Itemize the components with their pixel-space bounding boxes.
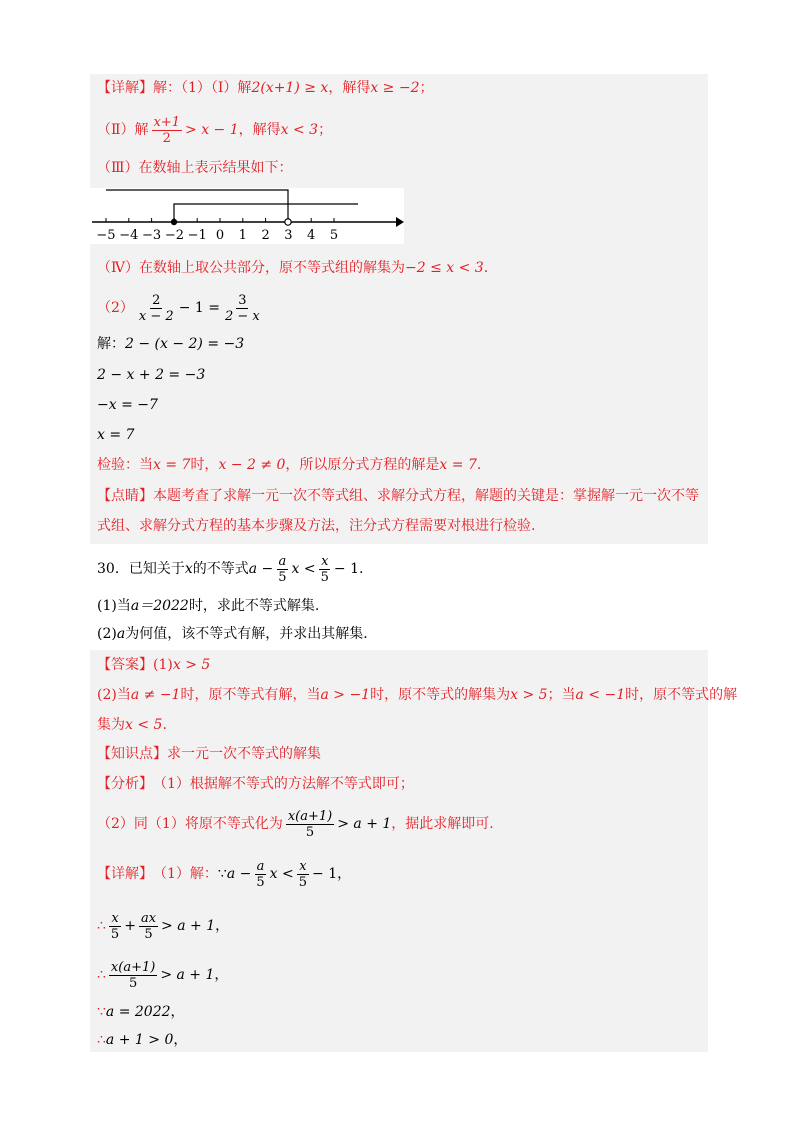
punct: ，: [214, 967, 229, 983]
math-expr: > a + 1: [160, 967, 215, 983]
math-expr: > a + 1: [337, 816, 392, 832]
question-text: 30．已知关于: [97, 561, 185, 577]
detail-tag: 【详解】: [97, 80, 153, 96]
fraction: [286, 809, 334, 840]
axis-tick-label: 4: [307, 228, 316, 243]
fraction-den: 5: [278, 569, 287, 585]
therefore-symbol: ∴: [97, 967, 106, 983]
detail-text: ，解得: [328, 80, 371, 96]
math-expr: a ≠ −1: [130, 687, 181, 703]
punct: ，: [173, 1032, 188, 1048]
math-expr: > a + 1: [161, 918, 216, 934]
solve-step-3: [97, 395, 158, 415]
detail30-line-5: [97, 1030, 187, 1050]
detail-line-2: [97, 112, 332, 148]
solve-step-1: [97, 334, 244, 354]
analysis-tag: 【分析】: [97, 776, 153, 792]
axis-tick-label: −5: [96, 228, 116, 243]
math-expr: x <: [291, 561, 316, 577]
fraction-den: 5: [305, 824, 315, 840]
knowledge-text: 求一元一次不等式的解集: [167, 746, 321, 762]
detail30-line-2: [97, 908, 229, 944]
detail-text: 检验：当: [97, 457, 153, 473]
comment-text: 本题考查了求解一元一次不等式组、求解分式方程，解题的关键是：掌握解一元一次不等: [153, 488, 699, 504]
therefore-symbol: ∴: [97, 1032, 106, 1048]
comment-text: 式组、求解分式方程的基本步骤及方法，注分式方程需要对根进行检验.: [97, 518, 536, 534]
detail-line-3: [97, 158, 293, 178]
axis-tick-label: 2: [261, 228, 270, 243]
math-expr: x > 5: [510, 687, 548, 703]
detail-text: （Ⅳ）在数轴上取公共部分，原不等式组的解集为: [97, 260, 405, 276]
answer-text: ；当: [547, 687, 576, 703]
answer-text: 时，原不等式有解，当: [180, 687, 321, 703]
detail-text: （1）解：: [153, 866, 218, 882]
math-expr: > x − 1: [185, 122, 239, 138]
answer-line-3: [97, 715, 167, 735]
analysis-text: （2）同（1）将原不等式化为: [97, 816, 283, 832]
axis-tick-label: 1: [238, 228, 247, 243]
punct: .: [359, 561, 364, 577]
math-expr: −x = −7: [97, 397, 158, 413]
fraction-den: 5: [110, 926, 120, 942]
math-expr: − 1: [333, 561, 359, 577]
knowledge-point-line: [97, 744, 321, 764]
math-expr: a = 2022: [105, 1004, 171, 1020]
math-expr: 2 − (x − 2) = −3: [125, 336, 245, 352]
question-text: (1)当: [97, 598, 131, 614]
math-expr: x ≥ −2: [370, 80, 420, 96]
punct: .: [476, 457, 482, 473]
analysis-line-2: [97, 804, 494, 844]
detail-text: （2）: [97, 300, 134, 316]
axis-tick-label: 3: [284, 228, 293, 243]
question-text: (2): [97, 626, 117, 642]
solution-bracket-lower: [174, 204, 358, 219]
detail-text: ，所以原分式方程的解是: [285, 457, 440, 473]
punct: ，: [337, 866, 352, 882]
detail-text: 解：（1）（Ⅰ）解: [153, 80, 252, 96]
answer-line-2: [97, 685, 737, 705]
fraction-num: ax: [140, 910, 157, 926]
math-expr: − 1 =: [178, 300, 220, 316]
detail-text: （Ⅲ）在数轴上表示结果如下：: [97, 160, 293, 176]
detail-text: ，解得: [238, 122, 281, 138]
sub-question-2: [97, 624, 368, 644]
fraction: [276, 554, 288, 585]
axis-tick-label: −4: [119, 228, 139, 243]
math-var: x: [184, 561, 193, 577]
fraction: [254, 859, 266, 890]
detail-line-q2: [97, 290, 265, 326]
punct: ；: [318, 122, 333, 138]
punct: ，: [170, 1004, 185, 1020]
analysis-text: ，据此求解即可.: [391, 816, 494, 832]
comment-line-1: [97, 486, 699, 506]
math-expr: x − 2 ≠ 0: [218, 457, 286, 473]
axis-tick-label: 0: [215, 228, 225, 243]
fraction-den: x − 2: [138, 308, 174, 324]
math-expr: x < 5: [125, 717, 163, 733]
therefore-symbol: ∴: [97, 918, 106, 934]
fraction-num: 2: [152, 292, 161, 308]
fraction: [152, 115, 183, 146]
math-expr: − 1: [312, 866, 338, 882]
comment-line-2: [97, 516, 535, 536]
answer-text: (1): [153, 657, 173, 673]
math-expr: x = 7: [97, 427, 135, 443]
math-expr: x = 7: [439, 457, 477, 473]
punct: ，: [215, 918, 230, 934]
solve-step-4: [97, 425, 134, 445]
math-expr: 2 − x + 2 = −3: [97, 367, 206, 383]
detail-tag: 【详解】: [97, 866, 153, 882]
math-expr: −2 ≤ x < 3: [405, 260, 484, 276]
sub-question-1: [97, 596, 319, 616]
math-expr: x > 5: [172, 657, 211, 673]
detail-text: 时，: [190, 457, 219, 473]
fraction-num: a: [278, 553, 287, 569]
fraction-num: x: [299, 858, 307, 874]
answer-text: 集为: [97, 717, 125, 733]
fraction-num: x: [111, 910, 119, 926]
math-expr: a < −1: [575, 687, 626, 703]
check-line: [97, 455, 481, 475]
answer-text: 时，原不等式的解集为: [370, 687, 511, 703]
detail-line-1: [97, 78, 434, 98]
question-text: 为何值，该不等式有解，并求出其解集.: [125, 626, 368, 642]
math-expr: a＝2022: [130, 598, 189, 614]
fraction-num: a: [256, 858, 265, 874]
fraction: [297, 859, 309, 890]
analysis-text: （1）根据解不等式的方法解不等式即可；: [153, 776, 414, 792]
fraction: [137, 293, 176, 324]
fraction-den: 5: [256, 874, 265, 890]
fraction: [109, 960, 157, 991]
closed-point: [171, 219, 177, 225]
analysis-line-1: [97, 774, 414, 794]
detail30-line-3: [97, 956, 228, 994]
math-expr: a −: [226, 866, 252, 882]
axis-tick-label: −1: [187, 228, 207, 243]
axis-arrow: [396, 217, 404, 227]
punct: .: [483, 260, 489, 276]
fraction-den: 2 − x: [224, 308, 260, 324]
fraction-num: x(a+1): [110, 959, 156, 975]
fraction: [319, 554, 331, 585]
detail30-line-1: [97, 856, 351, 892]
punct: .: [162, 717, 167, 733]
answer-tag: 【答案】: [97, 657, 153, 673]
detail-text: （Ⅱ）解: [97, 122, 149, 138]
math-expr: 2(x+1) ≥ x: [251, 80, 329, 96]
because-symbol: ∵: [97, 1004, 106, 1020]
fraction-den: 5: [298, 874, 308, 890]
knowledge-tag: 【知识点】: [97, 746, 167, 762]
math-var: a: [116, 626, 126, 642]
question-text: 时，求此不等式解集.: [188, 598, 320, 614]
answer-text: (2)当: [97, 687, 131, 703]
fraction: [109, 911, 121, 942]
punct: ；: [419, 80, 434, 96]
comment-tag: 【点睛】: [97, 488, 153, 504]
math-expr: a −: [248, 561, 274, 577]
math-expr: x < 3: [280, 122, 319, 138]
fraction-num: x: [321, 553, 329, 569]
math-expr: a > −1: [320, 687, 371, 703]
plus-symbol: +: [124, 918, 136, 934]
fraction-den: 5: [128, 975, 138, 991]
fraction-den: 2: [162, 130, 171, 146]
fraction-den: 5: [144, 926, 153, 942]
fraction: [223, 293, 262, 324]
solve-step-2: [97, 365, 205, 385]
fraction-den: 5: [320, 569, 329, 585]
number-line-figure: [90, 188, 404, 244]
fraction-num: x+1: [153, 114, 181, 130]
fraction-num: x(a+1): [287, 808, 333, 824]
open-point: [285, 219, 291, 225]
fraction: [139, 911, 158, 942]
detail30-line-4: [97, 1002, 185, 1022]
detail-text: 解：: [97, 336, 125, 352]
math-expr: a + 1 > 0: [105, 1032, 174, 1048]
axis-tick-label: −2: [164, 228, 184, 243]
question-text: 的不等式: [192, 561, 249, 577]
answer-text: 时，原不等式的解: [625, 687, 738, 703]
fraction-num: 3: [238, 292, 247, 308]
question-30: [97, 551, 363, 587]
because-symbol: ∵: [217, 866, 227, 882]
axis-tick-label: 5: [329, 228, 339, 243]
axis-tick-label: −3: [142, 228, 162, 243]
answer-line-1: [97, 655, 210, 675]
detail-line-4: [97, 258, 488, 278]
math-expr: x <: [269, 866, 294, 882]
math-expr: x = 7: [153, 457, 191, 473]
